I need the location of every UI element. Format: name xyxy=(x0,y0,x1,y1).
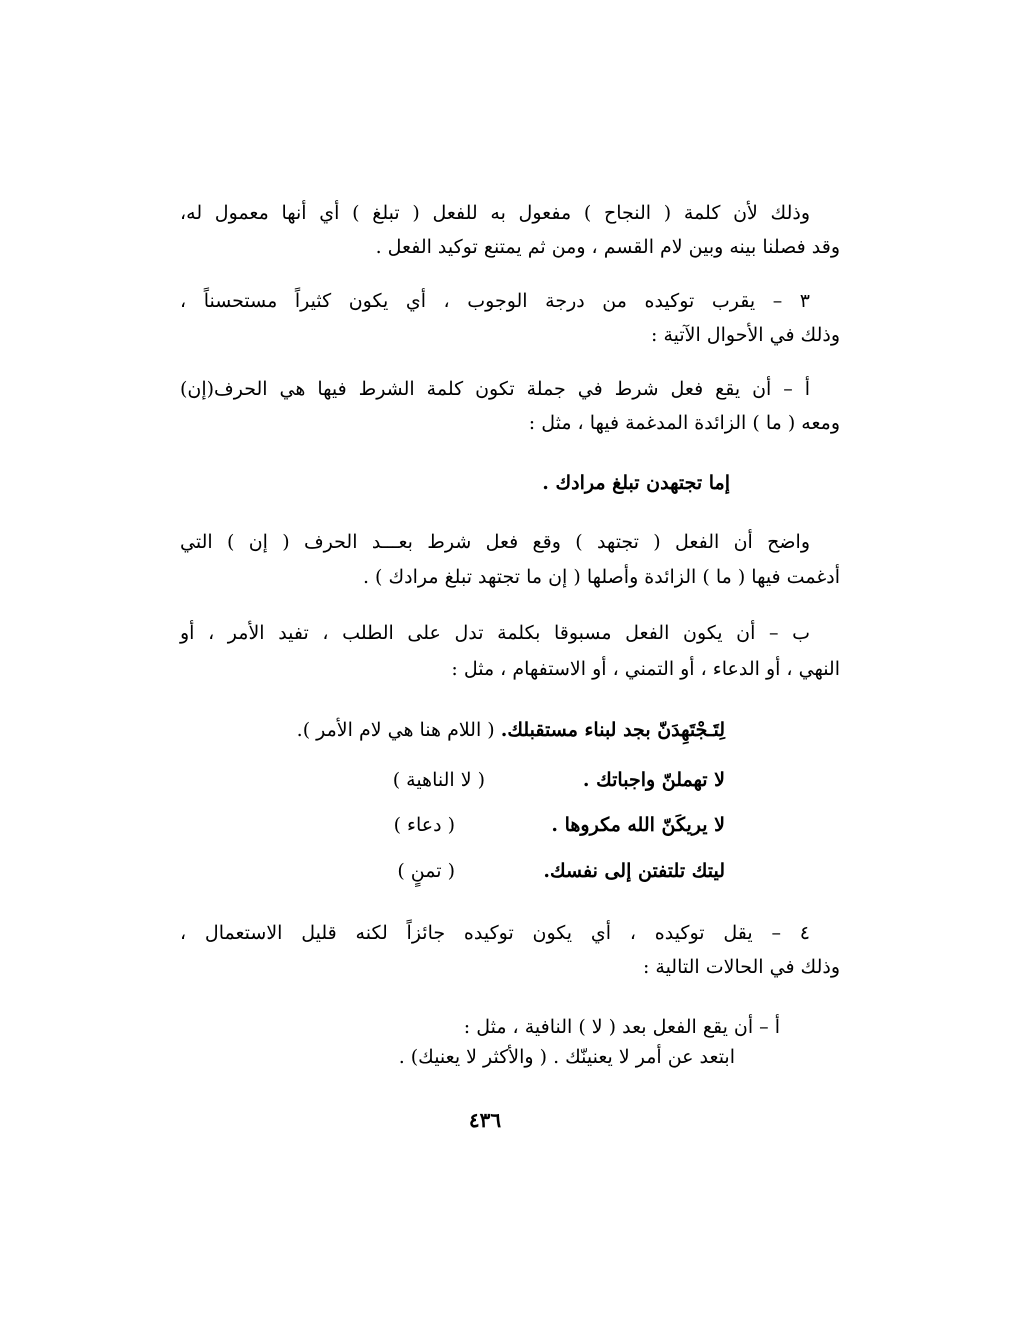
explanation-line1: واضح أن الفعل ( تجتهد ) وقع فعل شرط بعـــد الحرف ( إن ) التي xyxy=(180,531,810,553)
item-a2-line2: ابتعد عن أمر لا يعنينّك . ( والأكثر لا يعنيك) . xyxy=(398,1046,735,1068)
page-number: ٤٣٦ xyxy=(468,1108,502,1132)
item-a-line2: ومعه ( ما ) الزائدة المدغمة فيها ، مثل : xyxy=(528,412,840,434)
example-sentence-2: لا تهملنّ واجباتك . xyxy=(582,769,725,791)
item-b-line1: ب – أن يكون الفعل مسبوقا بكلمة تدل على الطلب ، تفيد الأمر ، أو xyxy=(180,622,810,644)
section4-line1: ٤ – يقل توكيده ، أي يكون توكيده جائزاً لكنه قليل الاستعمال ، xyxy=(180,922,810,944)
section3-line2: وذلك في الأحوال الآتية : xyxy=(651,324,840,346)
example-note-3: ( دعاء ) xyxy=(393,814,455,836)
paragraph1-line2: وقد فصلنا بينه وبين لام القسم ، ومن ثم يمتنع توكيد الفعل . xyxy=(375,236,840,258)
example-sentence: لِتَـجْتَهِدَنّ بجد لبناء مستقبلك. xyxy=(500,719,725,741)
section4-line2: وذلك في الحالات التالية : xyxy=(642,956,840,978)
example-sentence-4: ليتك تلتفتن إلى نفسك. xyxy=(543,860,725,882)
item-a2-line1: أ – أن يقع الفعل بعد ( لا ) النافية ، مثل : xyxy=(463,1016,780,1038)
example-sentence-3: لا يريكَنّ الله مكروها . xyxy=(551,814,725,836)
example-note: ( اللام هنا هي لام الأمر ). xyxy=(296,719,495,741)
example-row-1 xyxy=(297,715,725,745)
item-b-line2: النهي ، أو الدعاء ، أو التمني ، أو الاستفهام ، مثل : xyxy=(451,658,840,680)
example-note-4: ( تمنٍ ) xyxy=(397,860,455,882)
item-a-line1: أ – أن يقع فعل شرط في جملة تكون كلمة الشرط فيها هي الحرف(إن) xyxy=(180,378,810,400)
example-note-2: ( لا الناهية ) xyxy=(392,769,485,791)
section3-line1: ٣ – يقرب توكيده من درجة الوجوب ، أي يكون كثيراً مستحسناً ، xyxy=(180,290,810,312)
paragraph1-line1: وذلك لأن كلمة ( النجاح ) مفعول به للفعل ( تبلغ ) أي أنها معمول له، xyxy=(180,202,810,224)
explanation-line2: أدغمت فيها ( ما ) الزائدة وأصلها ( إن ما تجتهد تبلغ مرادك ) . xyxy=(362,566,840,588)
item-a-example: إما تجتهدن تبلغ مرادك . xyxy=(542,472,730,494)
